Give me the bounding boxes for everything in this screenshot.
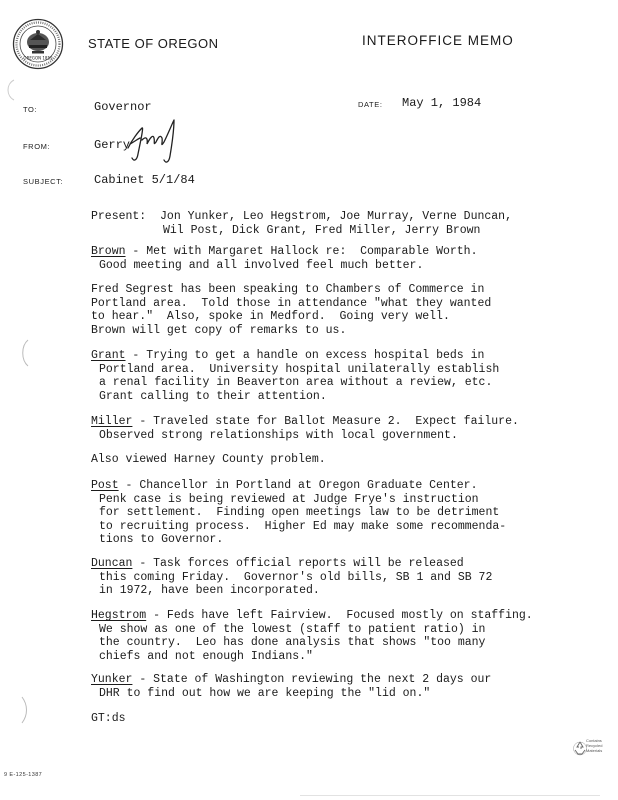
brown-name: Brown [91,245,126,258]
punch-hole-mark [2,78,16,102]
yunker-line-2: DHR to find out how we are keeping the "lid on." [99,686,431,700]
yunker-line-1: - State of Washington reviewing the next 2 days our [132,673,492,686]
memo-type-heading: INTEROFFICE MEMO [362,33,514,48]
state-seal-icon [12,18,64,70]
post-line-1: - Chancellor in Portland at Oregon Graduate Center. [118,479,478,492]
harney-line-1: Also viewed Harney County problem. [91,453,326,466]
hegstrom-line-4: chiefs and not enough Indians." [99,649,313,663]
hegstrom-name: Hegstrom [91,609,147,622]
hegstrom-line-1: - Feds have left Fairview. Focused mostly on staffing. [146,609,533,622]
subject-label: SUBJECT: [23,177,64,186]
typist-initials: GT:ds [91,712,126,725]
yunker-paragraph [91,673,591,700]
post-line-5: tions to Governor. [99,533,224,547]
segrest-paragraph [91,283,591,337]
miller-paragraph [91,415,591,442]
duncan-name: Duncan [91,557,133,570]
present-label: Present: [91,210,147,223]
from-label: FROM: [23,142,51,151]
duncan-line-3: in 1972, have been incorporated. [99,584,320,598]
recycled-note: Contains Recycled Materials [586,738,603,753]
brown-line-2: Good meeting and all involved feel much better. [99,258,424,272]
state-heading: STATE OF OREGON [88,36,219,51]
present-line-2: Wil Post, Dick Grant, Fred Miller, Jerry Brown [163,223,481,237]
hegstrom-paragraph [91,609,591,663]
harney-paragraph [91,453,591,467]
present-paragraph [91,210,591,237]
grant-line-1: - Trying to get a handle on excess hospital beds in [125,349,485,362]
brown-paragraph [91,245,591,272]
segrest-line-1: Fred Segrest has been speaking to Chambers of Commerce in [91,283,485,296]
punch-hole-mark [18,338,30,368]
present-line-1: Jon Yunker, Leo Hegstrom, Joe Murray, Verne Duncan, [160,210,512,223]
segrest-line-3: to hear." Also, spoke in Medford. Going very well. [91,310,450,324]
from-value: Gerry [94,138,131,152]
hegstrom-line-2: We show as one of the lowest (staff to patient ratio) in [99,622,486,636]
grant-line-2: Portland area. University hospital unilaterally establish [99,362,500,376]
scan-edge [300,795,600,796]
date-label: DATE: [358,100,383,109]
post-line-3: for settlement. Finding open meetings law to be detriment [99,506,500,520]
form-number: 9 E-125-1387 [4,772,43,778]
handwritten-signature [120,114,195,166]
post-line-4: to recruiting process. Higher Ed may make some recommenda- [99,519,507,533]
duncan-paragraph [91,557,591,598]
duncan-line-2: this coming Friday. Governor's old bills, SB 1 and SB 72 [99,570,493,584]
grant-name: Grant [91,349,126,362]
punch-hole-mark [18,695,30,725]
brown-line-1: - Met with Margaret Hallock re: Comparable Worth. [125,245,478,258]
date-value: May 1, 1984 [402,96,482,110]
yunker-name: Yunker [91,673,133,686]
seal-year-text: OREGON 1859 [23,55,53,61]
segrest-line-2: Portland area. Told those in attendance "what they wanted [91,296,492,310]
grant-paragraph [91,349,591,403]
post-paragraph [91,479,591,547]
miller-name: Miller [91,415,133,428]
segrest-line-4: Brown will get copy of remarks to us. [91,323,347,337]
to-label: TO: [23,105,38,114]
hegstrom-line-3: the country. Leo has done analysis that shows "too many [99,636,486,650]
to-value: Governor [94,100,152,114]
post-line-2: Penk case is being reviewed at Judge Frye's instruction [99,492,479,506]
duncan-line-1: - Task forces official reports will be released [132,557,464,570]
miller-line-2: Observed strong relationships with local government. [99,428,458,442]
post-name: Post [91,479,119,492]
grant-line-4: Grant calling to their attention. [99,389,327,403]
subject-value: Cabinet 5/1/84 [94,173,195,187]
grant-line-3: a renal facility in Beaverton area without a review, etc. [99,376,493,390]
miller-line-1: - Traveled state for Ballot Measure 2. Expect failure. [132,415,519,428]
